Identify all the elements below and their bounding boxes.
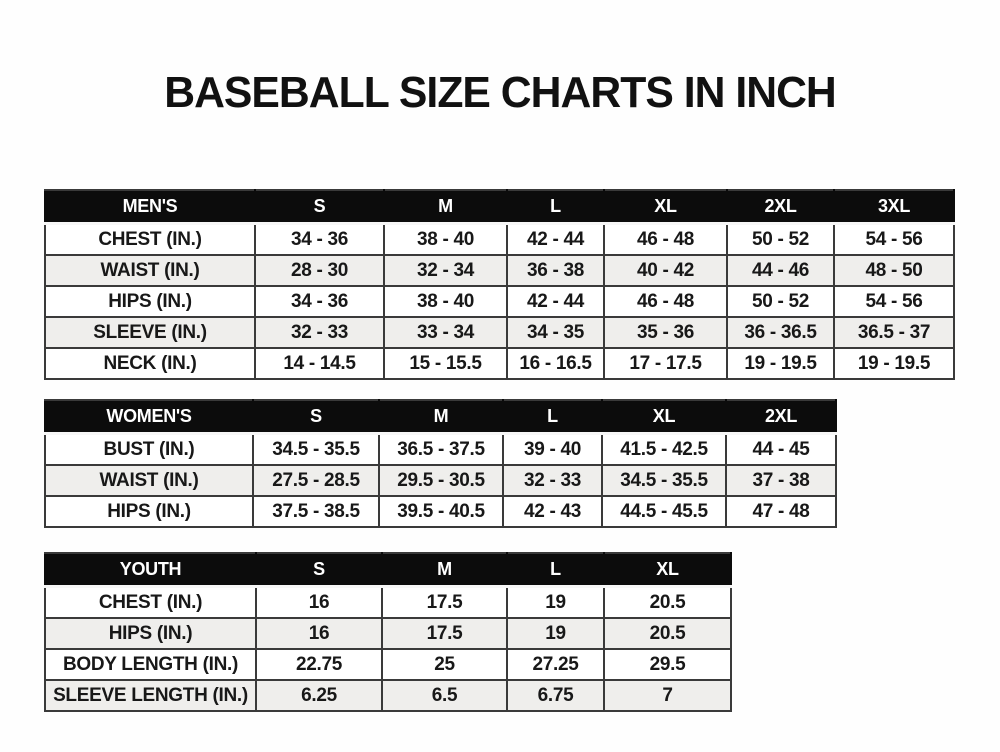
- size-value-cell: 28 - 30: [255, 255, 384, 286]
- table-row-body-length: [45, 649, 731, 680]
- column-header-2xl: 2XL: [727, 190, 834, 224]
- size-value-cell: 32 - 33: [503, 465, 602, 496]
- womens-header-row: [45, 400, 836, 434]
- column-header-s: S: [255, 190, 384, 224]
- size-value-cell: 36.5 - 37: [834, 317, 954, 348]
- row-label: HIPS (IN.): [45, 618, 256, 649]
- size-value-cell: 17 - 17.5: [604, 348, 727, 379]
- size-value-cell: 34 - 36: [255, 286, 384, 317]
- table-row-chest: [45, 224, 954, 256]
- row-label: BODY LENGTH (IN.): [45, 649, 256, 680]
- size-value-cell: 54 - 56: [834, 224, 954, 256]
- size-value-cell: 16: [256, 618, 382, 649]
- size-value-cell: 29.5 - 30.5: [379, 465, 503, 496]
- column-header-l: L: [503, 400, 602, 434]
- youth-group-header: YOUTH: [45, 553, 256, 587]
- size-value-cell: 6.5: [382, 680, 507, 711]
- womens-group-header: WOMEN'S: [45, 400, 253, 434]
- size-value-cell: 44 - 45: [726, 434, 836, 466]
- youth-size-table: [44, 552, 732, 712]
- column-header-s: S: [256, 553, 382, 587]
- size-value-cell: 17.5: [382, 618, 507, 649]
- size-value-cell: 42 - 43: [503, 496, 602, 527]
- mens-group-header: MEN'S: [45, 190, 255, 224]
- column-header-xl: XL: [604, 553, 731, 587]
- size-value-cell: 34 - 35: [507, 317, 604, 348]
- page-title: BASEBALL SIZE CHARTS IN INCH: [164, 68, 836, 117]
- size-value-cell: 32 - 34: [384, 255, 507, 286]
- size-value-cell: 42 - 44: [507, 286, 604, 317]
- size-value-cell: 7: [604, 680, 731, 711]
- row-label: HIPS (IN.): [45, 496, 253, 527]
- table-row-waist: [45, 255, 954, 286]
- size-value-cell: 20.5: [604, 618, 731, 649]
- size-value-cell: 44 - 46: [727, 255, 834, 286]
- column-header-s: S: [253, 400, 379, 434]
- column-header-m: M: [384, 190, 507, 224]
- size-value-cell: 36.5 - 37.5: [379, 434, 503, 466]
- row-label: SLEEVE LENGTH (IN.): [45, 680, 256, 711]
- size-value-cell: 36 - 38: [507, 255, 604, 286]
- table-row-chest: [45, 587, 731, 619]
- column-header-2xl: 2XL: [726, 400, 836, 434]
- size-value-cell: 32 - 33: [255, 317, 384, 348]
- size-value-cell: 17.5: [382, 587, 507, 619]
- size-value-cell: 41.5 - 42.5: [602, 434, 726, 466]
- size-value-cell: 25: [382, 649, 507, 680]
- row-label: BUST (IN.): [45, 434, 253, 466]
- table-row-waist: [45, 465, 836, 496]
- column-header-xl: XL: [604, 190, 727, 224]
- size-value-cell: 44.5 - 45.5: [602, 496, 726, 527]
- size-value-cell: 6.25: [256, 680, 382, 711]
- table-row-hips: [45, 618, 731, 649]
- size-value-cell: 33 - 34: [384, 317, 507, 348]
- size-value-cell: 6.75: [507, 680, 604, 711]
- column-header-m: M: [379, 400, 503, 434]
- size-value-cell: 38 - 40: [384, 224, 507, 256]
- size-value-cell: 19 - 19.5: [834, 348, 954, 379]
- size-value-cell: 37.5 - 38.5: [253, 496, 379, 527]
- size-value-cell: 46 - 48: [604, 286, 727, 317]
- column-header-l: L: [507, 190, 604, 224]
- row-label: NECK (IN.): [45, 348, 255, 379]
- size-value-cell: 38 - 40: [384, 286, 507, 317]
- youth-header-row: [45, 553, 731, 587]
- table-row-bust: [45, 434, 836, 466]
- size-value-cell: 14 - 14.5: [255, 348, 384, 379]
- size-value-cell: 29.5: [604, 649, 731, 680]
- size-value-cell: 19 - 19.5: [727, 348, 834, 379]
- size-value-cell: 54 - 56: [834, 286, 954, 317]
- size-value-cell: 48 - 50: [834, 255, 954, 286]
- row-label: SLEEVE (IN.): [45, 317, 255, 348]
- column-header-l: L: [507, 553, 604, 587]
- size-value-cell: 34.5 - 35.5: [253, 434, 379, 466]
- table-row-sleeve: [45, 317, 954, 348]
- column-header-xl: XL: [602, 400, 726, 434]
- row-label: WAIST (IN.): [45, 255, 255, 286]
- column-header-3xl: 3XL: [834, 190, 954, 224]
- row-label: CHEST (IN.): [45, 587, 256, 619]
- size-value-cell: 16: [256, 587, 382, 619]
- size-value-cell: 42 - 44: [507, 224, 604, 256]
- size-value-cell: 34.5 - 35.5: [602, 465, 726, 496]
- table-row-neck: [45, 348, 954, 379]
- table-row-hips: [45, 286, 954, 317]
- mens-header-row: [45, 190, 954, 224]
- size-value-cell: 35 - 36: [604, 317, 727, 348]
- size-value-cell: 50 - 52: [727, 224, 834, 256]
- row-label: CHEST (IN.): [45, 224, 255, 256]
- size-value-cell: 40 - 42: [604, 255, 727, 286]
- size-value-cell: 27.5 - 28.5: [253, 465, 379, 496]
- size-value-cell: 39.5 - 40.5: [379, 496, 503, 527]
- size-value-cell: 19: [507, 618, 604, 649]
- mens-size-table: [44, 189, 955, 380]
- size-value-cell: 20.5: [604, 587, 731, 619]
- size-value-cell: 15 - 15.5: [384, 348, 507, 379]
- size-value-cell: 19: [507, 587, 604, 619]
- size-value-cell: 22.75: [256, 649, 382, 680]
- size-value-cell: 46 - 48: [604, 224, 727, 256]
- table-row-sleeve-length: [45, 680, 731, 711]
- row-label: WAIST (IN.): [45, 465, 253, 496]
- size-value-cell: 16 - 16.5: [507, 348, 604, 379]
- column-header-m: M: [382, 553, 507, 587]
- womens-size-table: [44, 399, 837, 528]
- size-value-cell: 27.25: [507, 649, 604, 680]
- size-value-cell: 37 - 38: [726, 465, 836, 496]
- table-row-hips: [45, 496, 836, 527]
- row-label: HIPS (IN.): [45, 286, 255, 317]
- size-value-cell: 34 - 36: [255, 224, 384, 256]
- size-value-cell: 47 - 48: [726, 496, 836, 527]
- size-value-cell: 39 - 40: [503, 434, 602, 466]
- size-value-cell: 36 - 36.5: [727, 317, 834, 348]
- size-value-cell: 50 - 52: [727, 286, 834, 317]
